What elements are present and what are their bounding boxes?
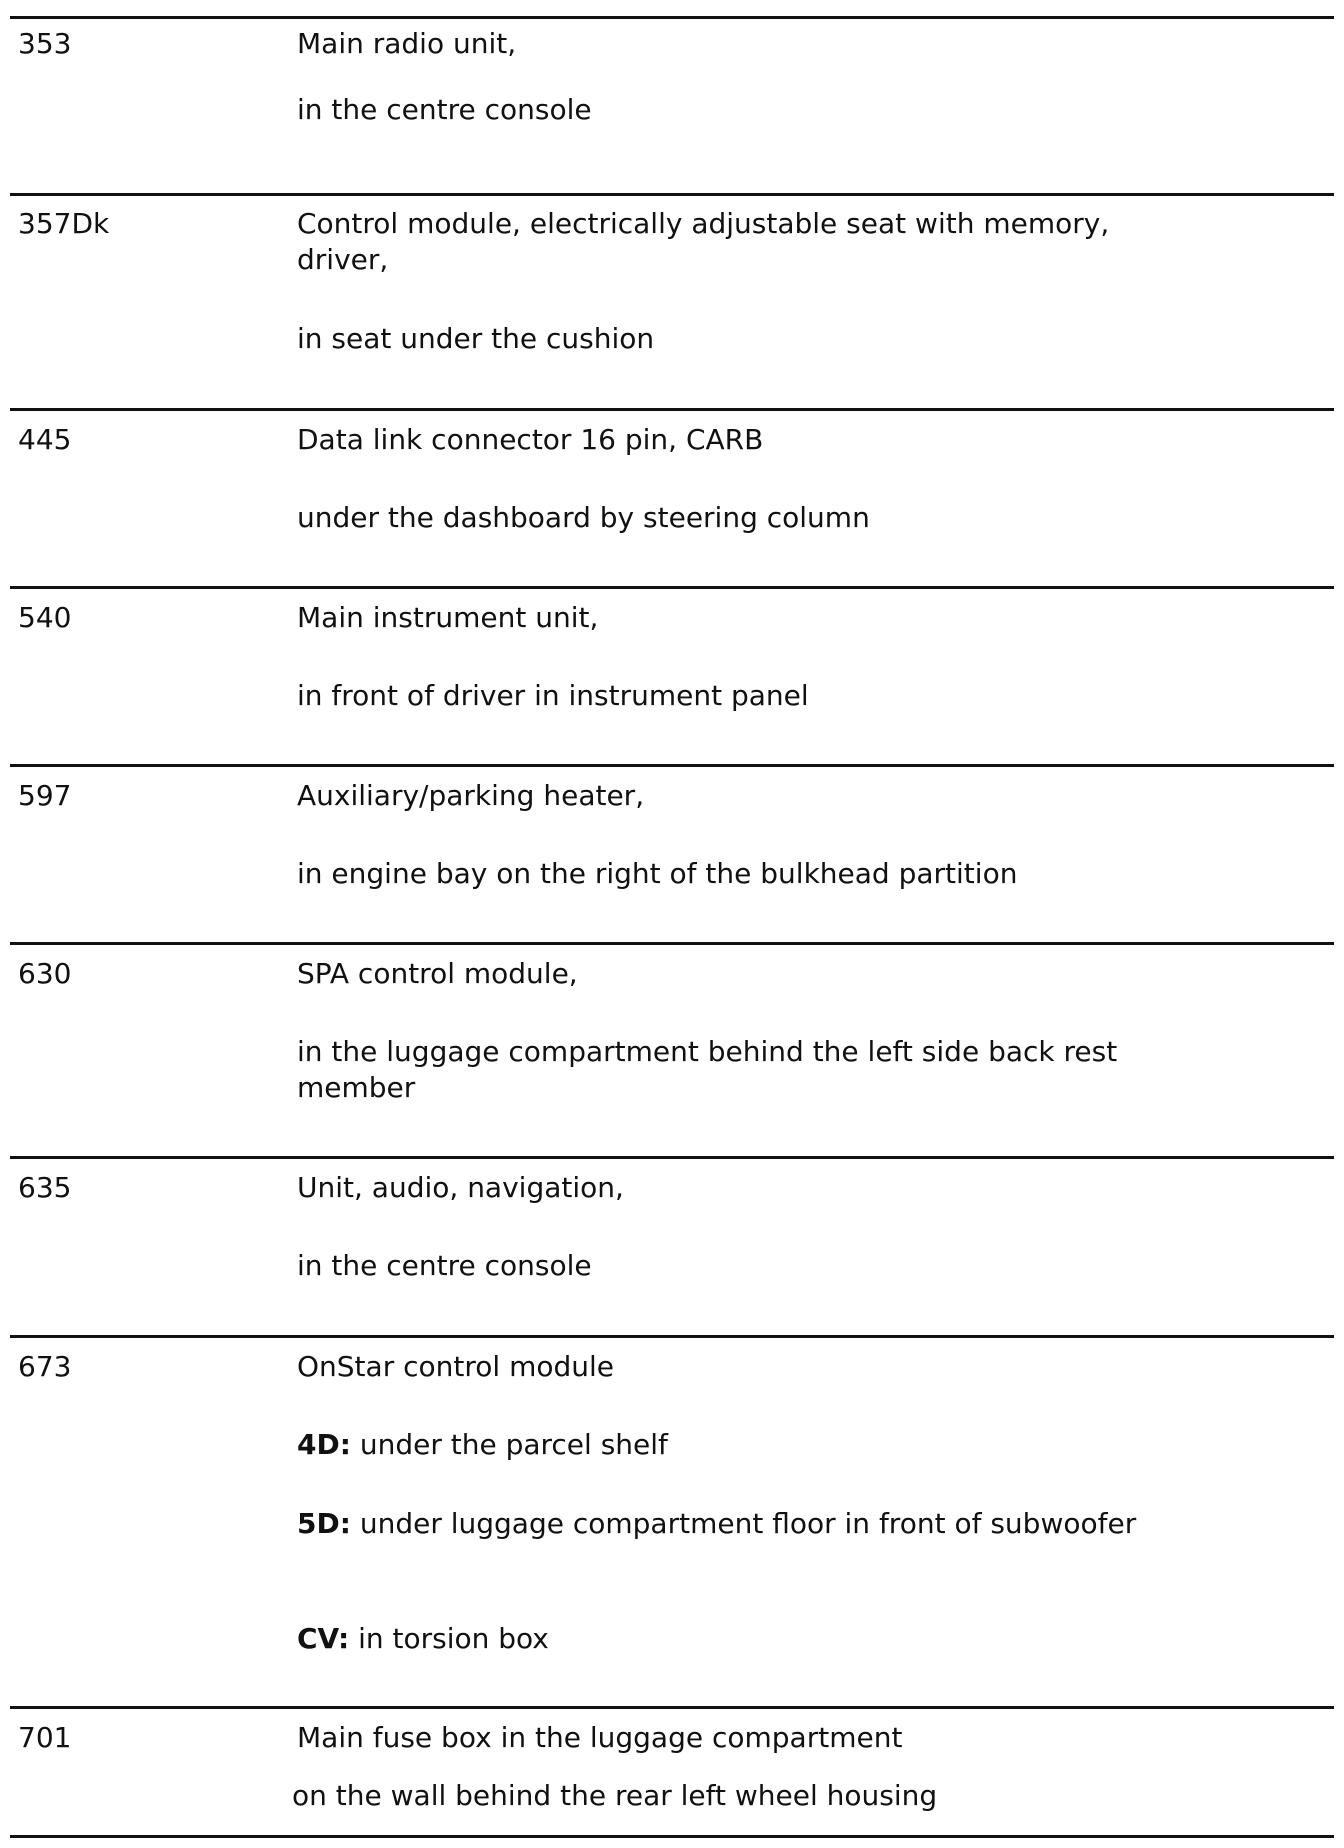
component-code: 597 <box>18 779 72 812</box>
component-location <box>297 1427 1157 1463</box>
component-location: under the dashboard by steering column <box>297 501 870 534</box>
component-location: in front of driver in instrument panel <box>297 679 809 712</box>
component-location: on the wall behind the rear left wheel housing <box>292 1779 938 1812</box>
row-divider <box>10 1706 1334 1709</box>
component-code: 357Dk <box>18 207 110 240</box>
component-title: SPA control module, <box>297 957 578 990</box>
component-title: Data link connector 16 pin, CARB <box>297 423 764 456</box>
component-code: 353 <box>18 27 72 60</box>
row-divider <box>10 16 1334 19</box>
row-divider <box>10 408 1334 411</box>
row-divider <box>10 1156 1334 1159</box>
component-code: 635 <box>18 1171 72 1204</box>
component-location: in the luggage compartment behind the left side back rest member <box>297 1035 1118 1104</box>
component-location <box>297 1506 1157 1542</box>
component-title: Main fuse box in the luggage compartment <box>297 1721 903 1754</box>
component-title: Main instrument unit, <box>297 601 599 634</box>
component-location <box>297 1621 1157 1657</box>
variant-label: CV: <box>297 1622 350 1655</box>
variant-label: 4D: <box>297 1428 351 1461</box>
component-title: Main radio unit, <box>297 27 517 60</box>
variant-location: under luggage compartment floor in front of subwoofer <box>350 1507 1137 1540</box>
row-divider <box>10 764 1334 767</box>
row-divider <box>10 193 1334 196</box>
component-title: Unit, audio, navigation, <box>297 1171 624 1204</box>
component-code: 701 <box>18 1721 72 1754</box>
component-title: Control module, electrically adjustable seat with memory, driver, <box>297 207 1110 276</box>
variant-location: under the parcel shelf <box>350 1428 668 1461</box>
component-location: in engine bay on the right of the bulkhead partition <box>297 857 1018 890</box>
component-title: Auxiliary/parking heater, <box>297 779 645 812</box>
row-divider <box>10 942 1334 945</box>
component-location: in seat under the cushion <box>297 322 655 355</box>
row-divider <box>10 586 1334 589</box>
component-title: OnStar control module <box>297 1350 614 1383</box>
variant-label: 5D: <box>297 1507 351 1540</box>
component-location: in the centre console <box>297 93 592 126</box>
variant-location: in torsion box <box>349 1622 549 1655</box>
component-code: 445 <box>18 423 72 456</box>
component-code: 630 <box>18 957 72 990</box>
row-divider <box>10 1835 1334 1838</box>
row-divider <box>10 1335 1334 1338</box>
component-code: 540 <box>18 601 72 634</box>
component-location: in the centre console <box>297 1249 592 1282</box>
component-code: 673 <box>18 1350 72 1383</box>
